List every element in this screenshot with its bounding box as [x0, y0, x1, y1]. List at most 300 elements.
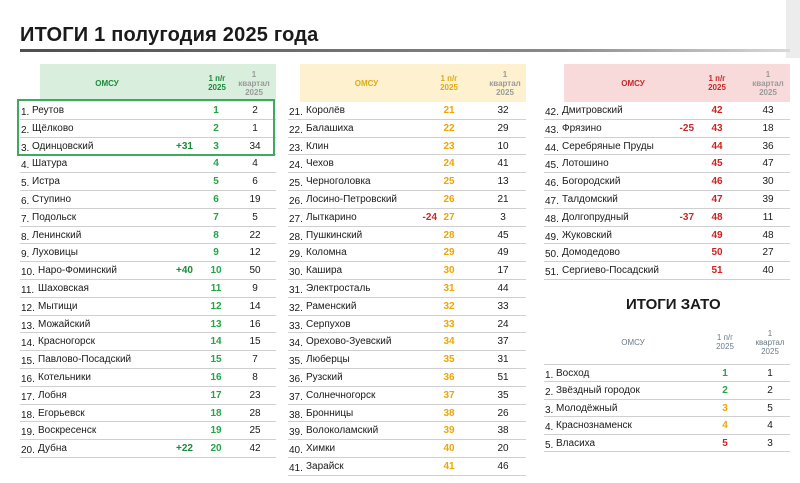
table-body [288, 102, 526, 476]
row-name: Шаховская [38, 282, 89, 294]
column-header-half-year: 1 п/г 2025 [440, 74, 458, 92]
quarter-rank: 45 [497, 229, 509, 241]
row-rank: 2. [21, 124, 30, 136]
table-row [544, 102, 790, 120]
table-row [544, 435, 790, 452]
half-year-rank: 35 [443, 354, 455, 366]
row-rank: 33. [289, 320, 303, 332]
row-name: Орехово-Зуевский [306, 336, 392, 348]
table-header [544, 64, 790, 102]
half-year-rank: 39 [443, 425, 455, 437]
row-rank: 2. [545, 387, 554, 399]
row-rank: 40. [289, 445, 303, 457]
half-year-rank: 51 [711, 265, 723, 277]
row-rank: 27. [289, 213, 303, 225]
half-year-rank: 23 [443, 140, 455, 152]
row-name: Одинцовский [32, 140, 94, 152]
row-name: Люберцы [306, 354, 350, 366]
table-row [288, 173, 526, 191]
row-rank: 3. [21, 142, 30, 154]
row-rank: 45. [545, 160, 559, 172]
row-name: Серпухов [306, 318, 351, 330]
column-header-quarter: 1 квартал 2025 [752, 69, 784, 97]
row-rank: 1. [21, 107, 30, 118]
half-year-rank: 37 [443, 389, 455, 401]
row-name: Клин [306, 140, 329, 152]
row-rank: 7. [21, 213, 30, 225]
half-year-rank: 17 [210, 389, 222, 401]
row-name: Зарайск [306, 460, 344, 472]
half-year-rank: 47 [711, 193, 723, 205]
half-year-rank: 24 [443, 158, 455, 170]
quarter-rank: 21 [497, 193, 509, 205]
quarter-rank: 16 [249, 318, 261, 330]
row-rank: 17. [21, 391, 35, 403]
quarter-rank: 24 [497, 318, 509, 330]
quarter-rank: 2 [767, 385, 773, 397]
table-row [288, 458, 526, 476]
table-row [544, 138, 790, 156]
half-year-rank: 26 [443, 193, 455, 205]
table-row [544, 382, 790, 399]
quarter-rank: 7 [252, 354, 258, 366]
table-header [20, 64, 276, 102]
quarter-rank: 3 [767, 437, 773, 449]
row-name: Серебряные Пруды [562, 140, 654, 152]
column-header-half-year: 1 п/г 2025 [708, 74, 726, 92]
row-rank: 25. [289, 178, 303, 190]
row-name: Щёлково [32, 122, 74, 134]
half-year-rank: 44 [711, 140, 723, 152]
quarter-rank: 4 [767, 420, 773, 432]
row-name: Воскресенск [38, 425, 97, 437]
rank-change: +31 [176, 140, 193, 152]
zato-table [544, 322, 790, 452]
quarter-rank: 9 [252, 282, 258, 294]
column-header-half-year: 1 п/г 2025 [716, 333, 734, 351]
row-rank: 22. [289, 124, 303, 136]
half-year-rank: 18 [210, 407, 222, 419]
table-row [288, 440, 526, 458]
table-row [288, 387, 526, 405]
row-name: Волоколамский [306, 425, 379, 437]
row-name: Коломна [306, 247, 347, 259]
half-year-rank: 28 [443, 229, 455, 241]
row-rank: 34. [289, 338, 303, 350]
half-year-rank: 5 [722, 437, 728, 449]
table-row [20, 405, 276, 423]
row-name: Раменский [306, 300, 357, 312]
rank-change: -37 [679, 211, 694, 223]
row-name: Дмитровский [562, 105, 623, 116]
half-year-rank: 3 [722, 402, 728, 414]
row-name: Краснознаменск [556, 420, 632, 432]
column-header-omsu: ОМСУ [621, 78, 645, 88]
row-rank: 51. [545, 267, 559, 279]
row-rank: 15. [21, 356, 35, 368]
row-name: Власиха [556, 437, 596, 449]
half-year-rank: 10 [210, 265, 222, 277]
row-name: Домодедово [562, 247, 620, 259]
quarter-rank: 2 [252, 105, 258, 116]
row-rank: 44. [545, 142, 559, 154]
row-rank: 39. [289, 427, 303, 439]
table-row [288, 155, 526, 173]
row-rank: 32. [289, 302, 303, 314]
row-rank: 10. [21, 267, 35, 279]
table-row [544, 227, 790, 245]
rank-change: -24 [422, 211, 437, 223]
half-year-rank: 48 [711, 211, 723, 223]
table-row [544, 120, 790, 138]
half-year-rank: 2 [722, 385, 728, 397]
table-body [544, 364, 790, 452]
row-name: Чехов [306, 158, 334, 170]
row-name: Кашира [306, 265, 343, 277]
half-year-rank: 19 [210, 425, 222, 437]
row-name: Наро-Фоминский [38, 265, 117, 277]
half-year-rank: 16 [210, 371, 222, 383]
zato-title: ИТОГИ ЗАТО [626, 296, 721, 313]
row-rank: 38. [289, 409, 303, 421]
quarter-rank: 36 [762, 140, 774, 152]
table-row [544, 155, 790, 173]
row-rank: 35. [289, 356, 303, 368]
quarter-rank: 38 [497, 425, 509, 437]
row-name: Красногорск [38, 336, 95, 348]
title-underline [20, 49, 790, 52]
row-name: Бронницы [306, 407, 354, 419]
table-row [288, 191, 526, 209]
table-row [20, 262, 276, 280]
quarter-rank: 1 [252, 122, 258, 134]
half-year-rank: 15 [210, 354, 222, 366]
ranking-table-bottom [544, 64, 790, 280]
half-year-rank: 21 [443, 105, 455, 116]
quarter-rank: 8 [252, 371, 258, 383]
column-header-half-year: 1 п/г 2025 [208, 74, 226, 92]
row-rank: 18. [21, 409, 35, 421]
half-year-rank: 2 [213, 122, 219, 134]
table-row [288, 138, 526, 156]
half-year-rank: 43 [711, 122, 723, 134]
row-rank: 46. [545, 178, 559, 190]
row-rank: 5. [545, 439, 554, 451]
table-row [288, 102, 526, 120]
row-name: Сергиево-Посадский [562, 265, 659, 277]
table-header [544, 322, 790, 362]
row-rank: 43. [545, 124, 559, 136]
quarter-rank: 29 [497, 122, 509, 134]
table-row [20, 440, 276, 458]
half-year-rank: 27 [443, 211, 455, 223]
quarter-rank: 23 [249, 389, 261, 401]
table-row [288, 209, 526, 227]
half-year-rank: 4 [722, 420, 728, 432]
half-year-rank: 31 [443, 282, 455, 294]
quarter-rank: 40 [762, 265, 774, 277]
row-name: Можайский [38, 318, 91, 330]
table-row [288, 422, 526, 440]
row-rank: 12. [21, 302, 35, 314]
quarter-rank: 19 [249, 193, 261, 205]
ranking-table-middle [288, 64, 526, 476]
row-name: Молодёжный [556, 402, 618, 414]
row-name: Талдомский [562, 193, 618, 205]
row-rank: 23. [289, 142, 303, 154]
table-row [288, 316, 526, 334]
table-row [20, 298, 276, 316]
quarter-rank: 47 [762, 158, 774, 170]
half-year-rank: 9 [213, 247, 219, 259]
quarter-rank: 50 [249, 265, 261, 277]
row-name: Дубна [38, 443, 67, 455]
table-row [288, 120, 526, 138]
row-name: Жуковский [562, 229, 612, 241]
row-rank: 5. [21, 178, 30, 190]
column-header-omsu: ОМСУ [621, 337, 645, 347]
row-name: Лотошино [562, 158, 609, 170]
quarter-rank: 18 [762, 122, 774, 134]
row-name: Электросталь [306, 282, 371, 294]
quarter-rank: 5 [767, 402, 773, 414]
table-header [288, 64, 526, 102]
table-row [20, 191, 276, 209]
row-rank: 42. [545, 107, 559, 118]
half-year-rank: 1 [213, 105, 219, 116]
quarter-rank: 48 [762, 229, 774, 241]
row-rank: 14. [21, 338, 35, 350]
quarter-rank: 33 [497, 300, 509, 312]
quarter-rank: 20 [497, 443, 509, 455]
half-year-rank: 42 [711, 105, 723, 116]
row-rank: 6. [21, 195, 30, 207]
quarter-rank: 34 [249, 140, 261, 152]
quarter-rank: 44 [497, 282, 509, 294]
row-rank: 8. [21, 231, 30, 243]
row-rank: 16. [21, 373, 35, 385]
row-rank: 4. [21, 160, 30, 172]
row-name: Черноголовка [306, 176, 371, 188]
half-year-rank: 20 [210, 443, 222, 455]
row-rank: 30. [289, 267, 303, 279]
rank-change: -25 [679, 122, 694, 134]
quarter-rank: 17 [497, 265, 509, 277]
half-year-rank: 8 [213, 229, 219, 241]
row-name: Ступино [32, 193, 71, 205]
quarter-rank: 51 [497, 371, 509, 383]
quarter-rank: 26 [497, 407, 509, 419]
table-row [20, 209, 276, 227]
row-name: Восход [556, 368, 590, 379]
half-year-rank: 41 [443, 460, 455, 472]
row-rank: 26. [289, 195, 303, 207]
quarter-rank: 25 [249, 425, 261, 437]
column-header-quarter: 1 квартал 2025 [238, 69, 270, 97]
half-year-rank: 29 [443, 247, 455, 259]
quarter-rank: 42 [249, 443, 261, 455]
quarter-rank: 15 [249, 336, 261, 348]
row-name: Подольск [32, 211, 77, 223]
row-rank: 37. [289, 391, 303, 403]
half-year-rank: 22 [443, 122, 455, 134]
quarter-rank: 39 [762, 193, 774, 205]
half-year-rank: 3 [213, 140, 219, 152]
row-name: Рузский [306, 371, 343, 383]
row-name: Лосино-Петровский [306, 193, 397, 205]
row-name: Ленинский [32, 229, 82, 241]
table-row [288, 369, 526, 387]
rank-change: +22 [176, 443, 193, 455]
table-row [20, 244, 276, 262]
table-body [544, 102, 790, 280]
half-year-rank: 7 [213, 211, 219, 223]
row-name: Богородский [562, 176, 621, 188]
column-header-quarter: 1 квартал 2025 [489, 69, 521, 97]
quarter-rank: 22 [249, 229, 261, 241]
row-name: Истра [32, 176, 60, 188]
row-name: Шатура [32, 158, 68, 170]
row-rank: 11. [21, 284, 35, 296]
table-row [20, 351, 276, 369]
table-row [20, 422, 276, 440]
quarter-rank: 28 [249, 407, 261, 419]
table-row [288, 262, 526, 280]
half-year-rank: 46 [711, 176, 723, 188]
row-rank: 48. [545, 213, 559, 225]
half-year-rank: 30 [443, 265, 455, 277]
row-name: Фрязино [562, 122, 602, 134]
row-rank: 31. [289, 284, 303, 296]
row-name: Пушкинский [306, 229, 363, 241]
table-row [20, 155, 276, 173]
quarter-rank: 10 [497, 140, 509, 152]
quarter-rank: 4 [252, 158, 258, 170]
half-year-rank: 40 [443, 443, 455, 455]
half-year-rank: 32 [443, 300, 455, 312]
quarter-rank: 5 [252, 211, 258, 223]
quarter-rank: 32 [497, 105, 509, 116]
quarter-rank: 41 [497, 158, 509, 170]
row-rank: 49. [545, 231, 559, 243]
table-row [544, 417, 790, 434]
half-year-rank: 6 [213, 193, 219, 205]
column-header-omsu: ОМСУ [354, 78, 379, 88]
quarter-rank: 30 [762, 176, 774, 188]
row-name: Долгопрудный [562, 211, 629, 223]
table-row [544, 400, 790, 417]
quarter-rank: 37 [497, 336, 509, 348]
half-year-rank: 49 [711, 229, 723, 241]
table-row [544, 262, 790, 280]
row-rank: 47. [545, 195, 559, 207]
row-rank: 24. [289, 160, 303, 172]
row-rank: 4. [545, 422, 554, 434]
row-name: Солнечногорск [306, 389, 376, 401]
quarter-rank: 27 [762, 247, 774, 259]
row-name: Егорьевск [38, 407, 85, 419]
table-row [288, 298, 526, 316]
row-rank: 21. [289, 107, 303, 118]
quarter-rank: 3 [500, 211, 506, 223]
row-name: Лобня [38, 389, 67, 401]
row-rank: 41. [289, 462, 303, 474]
quarter-rank: 35 [497, 389, 509, 401]
table-row [288, 227, 526, 245]
quarter-rank: 13 [497, 176, 509, 188]
row-name: Луховицы [32, 247, 78, 259]
quarter-rank: 46 [497, 460, 509, 472]
row-rank: 28. [289, 231, 303, 243]
page-title: ИТОГИ 1 полугодия 2025 года [20, 24, 319, 46]
row-rank: 50. [545, 249, 559, 261]
table-row [544, 365, 790, 382]
quarter-rank: 11 [762, 211, 774, 223]
quarter-rank: 1 [767, 368, 773, 379]
quarter-rank: 6 [252, 176, 258, 188]
half-year-rank: 36 [443, 371, 455, 383]
half-year-rank: 34 [443, 336, 455, 348]
row-name: Котельники [38, 371, 91, 383]
half-year-rank: 11 [210, 282, 222, 294]
row-name: Реутов [32, 105, 65, 116]
column-header-quarter: 1 квартал 2025 [755, 328, 785, 356]
quarter-rank: 49 [497, 247, 509, 259]
row-name: Павлово-Посадский [38, 354, 132, 366]
table-row [20, 280, 276, 298]
half-year-rank: 1 [722, 368, 728, 379]
table-row [288, 333, 526, 351]
row-name: Мытищи [38, 300, 78, 312]
row-rank: 36. [289, 373, 303, 385]
half-year-rank: 50 [711, 247, 723, 259]
row-rank: 29. [289, 249, 303, 261]
row-name: Балашиха [306, 122, 354, 134]
half-year-rank: 12 [210, 300, 222, 312]
table-row [544, 173, 790, 191]
table-row [544, 244, 790, 262]
half-year-rank: 45 [711, 158, 723, 170]
quarter-rank: 14 [249, 300, 261, 312]
half-year-rank: 4 [213, 158, 219, 170]
half-year-rank: 33 [443, 318, 455, 330]
table-row [288, 280, 526, 298]
rank-change: +40 [176, 265, 193, 277]
row-rank: 1. [545, 370, 554, 381]
half-year-rank: 5 [213, 176, 219, 188]
table-row [288, 405, 526, 423]
half-year-rank: 38 [443, 407, 455, 419]
half-year-rank: 25 [443, 176, 455, 188]
quarter-rank: 12 [249, 247, 261, 259]
row-name: Звёздный городок [556, 385, 640, 397]
half-year-rank: 13 [210, 318, 222, 330]
half-year-rank: 14 [210, 336, 222, 348]
table-row [288, 351, 526, 369]
table-row [20, 227, 276, 245]
quarter-rank: 43 [762, 105, 774, 116]
table-row [20, 333, 276, 351]
table-row [20, 387, 276, 405]
row-name: Лыткарино [306, 211, 357, 223]
row-name: Химки [306, 443, 336, 455]
row-rank: 9. [21, 249, 30, 261]
row-rank: 20. [21, 445, 35, 457]
table-row [288, 244, 526, 262]
table-row [544, 209, 790, 227]
quarter-rank: 31 [497, 354, 509, 366]
table-row [544, 191, 790, 209]
